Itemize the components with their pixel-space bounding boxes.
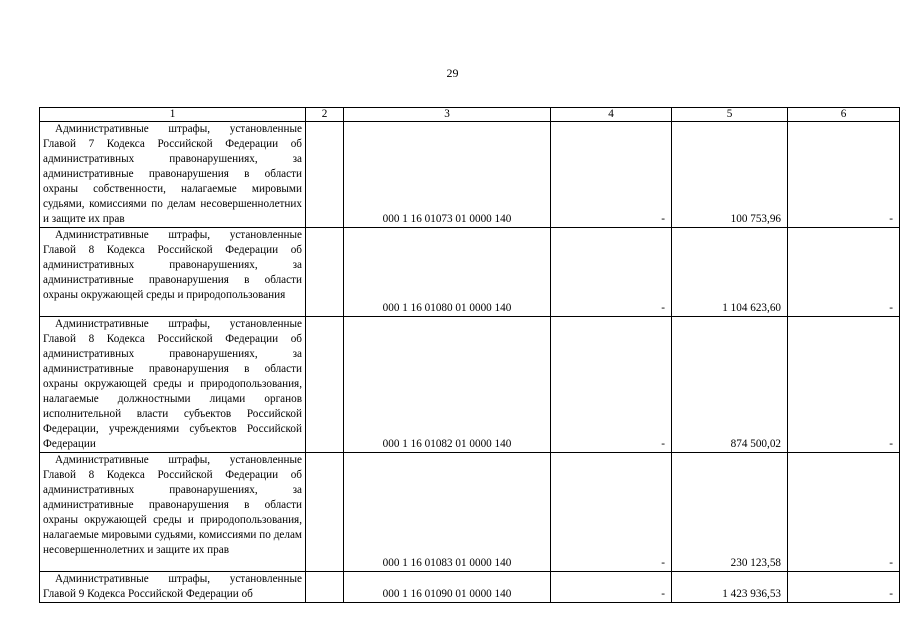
column-header-6: 6 [788,108,900,122]
row-col6: - [788,317,900,453]
row-description: Административные штрафы, установленные Главой 7 Кодекса Российской Федерации об административных правонарушениях, за административные правонарушения в области охраны собственности, налагаемые мировыми судьями, комиссиями по делам несовершеннолетних и защите их прав [43,123,302,225]
row-col2-cell [306,228,344,317]
row-amount: 874 500,02 [672,317,788,453]
row-col4: - [551,317,672,453]
row-description-cell [40,228,306,317]
row-description: Административные штрафы, установленные Главой 8 Кодекса Российской Федерации об административных правонарушениях, за административные правонарушения в области охраны окружающей среды и природопользования [43,229,302,301]
row-amount: 230 123,58 [672,453,788,572]
column-header-2: 2 [306,108,344,122]
table-row [40,228,900,317]
row-description-cell [40,317,306,453]
row-col4: - [551,572,672,603]
row-col4: - [551,228,672,317]
row-col4: - [551,453,672,572]
row-code: 000 1 16 01083 01 0000 140 [344,453,551,572]
table-row [40,453,900,572]
column-header-1: 1 [40,108,306,122]
row-description-cell [40,122,306,228]
row-code: 000 1 16 01080 01 0000 140 [344,228,551,317]
table-row [40,572,900,603]
budget-revenue-table [39,107,900,603]
row-code: 000 1 16 01073 01 0000 140 [344,122,551,228]
row-description-cell [40,453,306,572]
row-code: 000 1 16 01090 01 0000 140 [344,572,551,603]
row-code: 000 1 16 01082 01 0000 140 [344,317,551,453]
row-description: Административные штрафы, установленные Главой 8 Кодекса Российской Федерации об административных правонарушениях, за административные правонарушения в области охраны окружающей среды и природопользования, налагаемые должностными лицами органов исполнительной власти субъектов Российской Федерации, учреждениями субъектов Российской Федерации [43,318,302,450]
row-col6: - [788,228,900,317]
row-col2-cell [306,317,344,453]
row-amount: 1 104 623,60 [672,228,788,317]
column-header-3: 3 [344,108,551,122]
page-number: 29 [446,66,459,80]
column-header-5: 5 [672,108,788,122]
row-col2-cell [306,453,344,572]
row-col6: - [788,122,900,228]
column-number-row [40,108,900,122]
column-header-4: 4 [551,108,672,122]
row-col2-cell [306,122,344,228]
row-description: Административные штрафы, установленные Главой 9 Кодекса Российской Федерации об [43,573,302,600]
row-amount: 1 423 936,53 [672,572,788,603]
row-col6: - [788,572,900,603]
table-row [40,317,900,453]
row-amount: 100 753,96 [672,122,788,228]
row-col6: - [788,453,900,572]
row-col4: - [551,122,672,228]
row-description-cell [40,572,306,603]
row-description: Административные штрафы, установленные Главой 8 Кодекса Российской Федерации об административных правонарушениях, за административные правонарушения в области охраны окружающей среды и природопользования, налагаемые мировыми судьями, комиссиями по делам несовершеннолетних и защите их прав [43,454,302,556]
table-row [40,122,900,228]
row-col2-cell [306,572,344,603]
